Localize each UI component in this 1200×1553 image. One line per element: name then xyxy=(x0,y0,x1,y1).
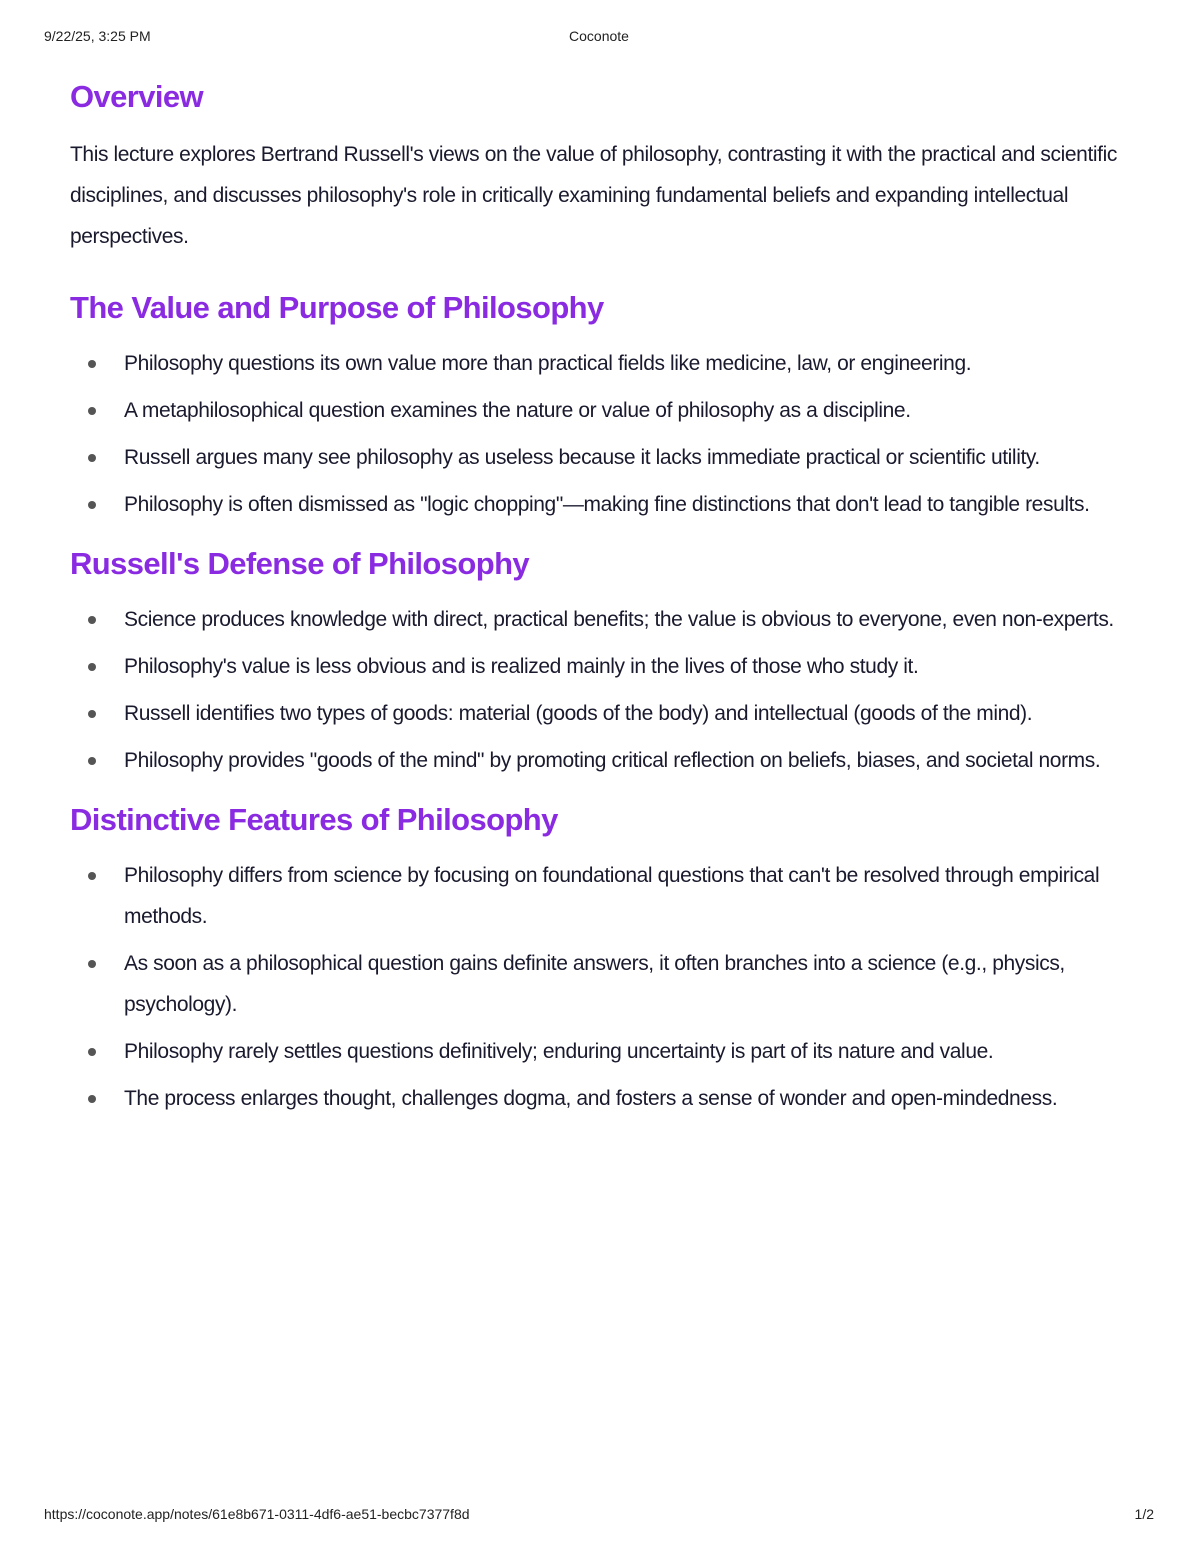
list-item: As soon as a philosophical question gains definite answers, it often branches into a science (e.g., physics, psychology). xyxy=(70,943,1130,1025)
note-content xyxy=(70,70,1130,1125)
overview-text: This lecture explores Bertrand Russell's views on the value of philosophy, contrasting it with the practical and scientific disciplines, and discusses philosophy's role in critically examining fundamental beliefs and expanding intellectual perspectives. xyxy=(70,143,1117,248)
section-heading-value-purpose: The Value and Purpose of Philosophy xyxy=(70,290,604,325)
list-item: A metaphilosophical question examines the nature or value of philosophy as a discipline. xyxy=(70,390,1130,431)
list-item: Philosophy questions its own value more than practical fields like medicine, law, or engineering. xyxy=(70,343,1130,384)
list-item: Philosophy differs from science by focusing on foundational questions that can't be resolved through empirical methods. xyxy=(70,855,1130,937)
bullet-list-russells-defense xyxy=(70,599,1130,781)
page-number: 1/2 xyxy=(1134,1506,1154,1522)
section-heading-distinctive-features: Distinctive Features of Philosophy xyxy=(70,802,558,837)
list-item: Russell identifies two types of goods: material (goods of the body) and intellectual (goods of the mind). xyxy=(70,693,1130,734)
list-item: Philosophy provides "goods of the mind" by promoting critical reflection on beliefs, biases, and societal norms. xyxy=(70,740,1130,781)
list-item: Philosophy rarely settles questions definitively; enduring uncertainty is part of its nature and value. xyxy=(70,1031,1130,1072)
list-item: Russell argues many see philosophy as useless because it lacks immediate practical or scientific utility. xyxy=(70,437,1130,478)
page-url: https://coconote.app/notes/61e8b671-0311-4df6-ae51-becbc7377f8d xyxy=(44,1506,470,1522)
list-item: Science produces knowledge with direct, practical benefits; the value is obvious to everyone, even non-experts. xyxy=(70,599,1130,640)
print-header xyxy=(44,28,1154,48)
list-item: The process enlarges thought, challenges dogma, and fosters a sense of wonder and open-mindedness. xyxy=(70,1078,1130,1119)
list-item: Philosophy's value is less obvious and is realized mainly in the lives of those who study it. xyxy=(70,646,1130,687)
print-footer xyxy=(44,1506,1154,1526)
print-page-title: Coconote xyxy=(569,28,629,44)
list-item: Philosophy is often dismissed as "logic chopping"—making fine distinctions that don't lead to tangible results. xyxy=(70,484,1130,525)
section-heading-russells-defense: Russell's Defense of Philosophy xyxy=(70,546,530,581)
bullet-list-value-purpose xyxy=(70,343,1130,525)
print-datetime: 9/22/25, 3:25 PM xyxy=(44,28,151,44)
bullet-list-distinctive-features xyxy=(70,855,1130,1119)
overview-heading: Overview xyxy=(70,79,204,114)
